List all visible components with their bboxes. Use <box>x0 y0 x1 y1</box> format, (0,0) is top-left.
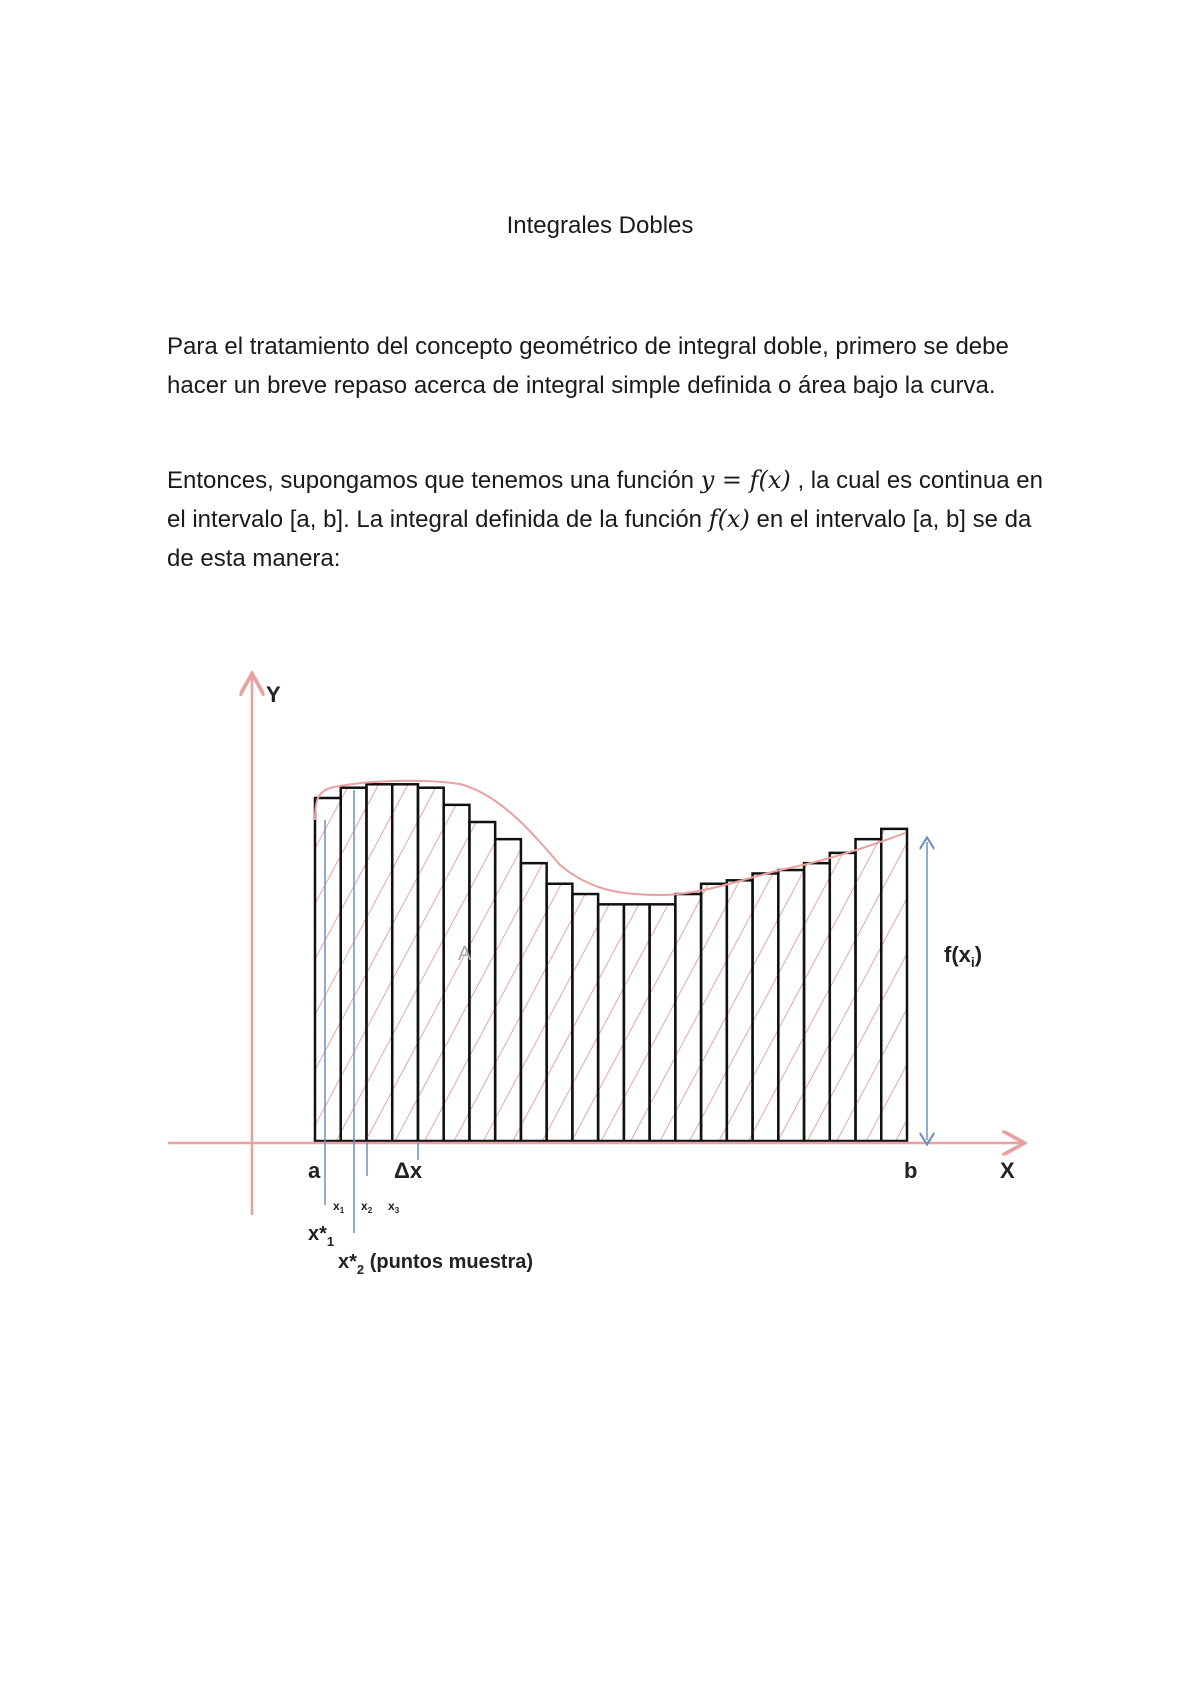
rectangle-hatch <box>856 839 882 1141</box>
rectangle-hatch <box>444 805 470 1141</box>
rectangle-hatch <box>650 904 676 1141</box>
label-x2: $x_2$ <box>361 1199 373 1215</box>
y-axis-label: Y <box>266 682 281 707</box>
rectangle-hatch <box>778 870 804 1141</box>
paragraph-text: en el intervalo [a, b] se da de esta manera: <box>167 506 1032 572</box>
rectangle-hatch <box>624 904 650 1141</box>
rectangle-hatch <box>804 863 830 1141</box>
paragraph-text: Entonces, supongamos que tenemos una función <box>167 467 701 494</box>
rectangle-hatch <box>727 880 753 1141</box>
riemann-rectangles <box>315 784 907 1141</box>
rectangle-hatch <box>753 873 779 1141</box>
rectangle-hatch <box>495 839 521 1141</box>
rectangle-hatch <box>881 829 907 1141</box>
math-expression: y = f(x) <box>700 466 791 494</box>
rectangle-hatch <box>598 904 624 1141</box>
rectangle-hatch <box>366 784 392 1141</box>
paragraph-text: , la cual es continua en el intervalo [a, b]. La integral definida de la función <box>167 467 1043 533</box>
rectangle-hatch <box>572 894 598 1141</box>
label-b: b <box>904 1158 918 1183</box>
label-delta-x: Δx <box>394 1158 423 1183</box>
label-x1: $x_1$ <box>333 1199 345 1215</box>
rectangle-hatch <box>547 884 573 1141</box>
math-expression: f(x) <box>708 505 750 533</box>
label-a: a <box>308 1158 321 1183</box>
label-area: A <box>458 943 472 965</box>
x-axis-label: X <box>1000 1158 1015 1183</box>
page-title: Integrales Dobles <box>506 212 694 239</box>
rectangle-hatch <box>315 798 341 1141</box>
rectangle-hatch <box>418 788 444 1141</box>
rectangle-hatch <box>830 853 856 1141</box>
paragraph-intro: Para el tratamiento del concepto geométrico de integral doble, primero se debe hacer un breve repaso acerca de integral simple definida o área bajo la curva. <box>167 333 1009 399</box>
label-x3: $x_3$ <box>388 1199 400 1215</box>
rectangle-hatch <box>701 884 727 1141</box>
label-height: $f(x_i)$ <box>944 942 983 970</box>
label-sample-1: $x*_1$ <box>308 1223 335 1249</box>
label-sample-2: $x*_2$ (puntos muestra) <box>338 1251 534 1277</box>
rectangle-hatch <box>675 894 701 1141</box>
rectangle-hatch <box>469 822 495 1141</box>
rectangle-hatch <box>392 784 418 1141</box>
rectangle-hatch <box>521 863 547 1141</box>
